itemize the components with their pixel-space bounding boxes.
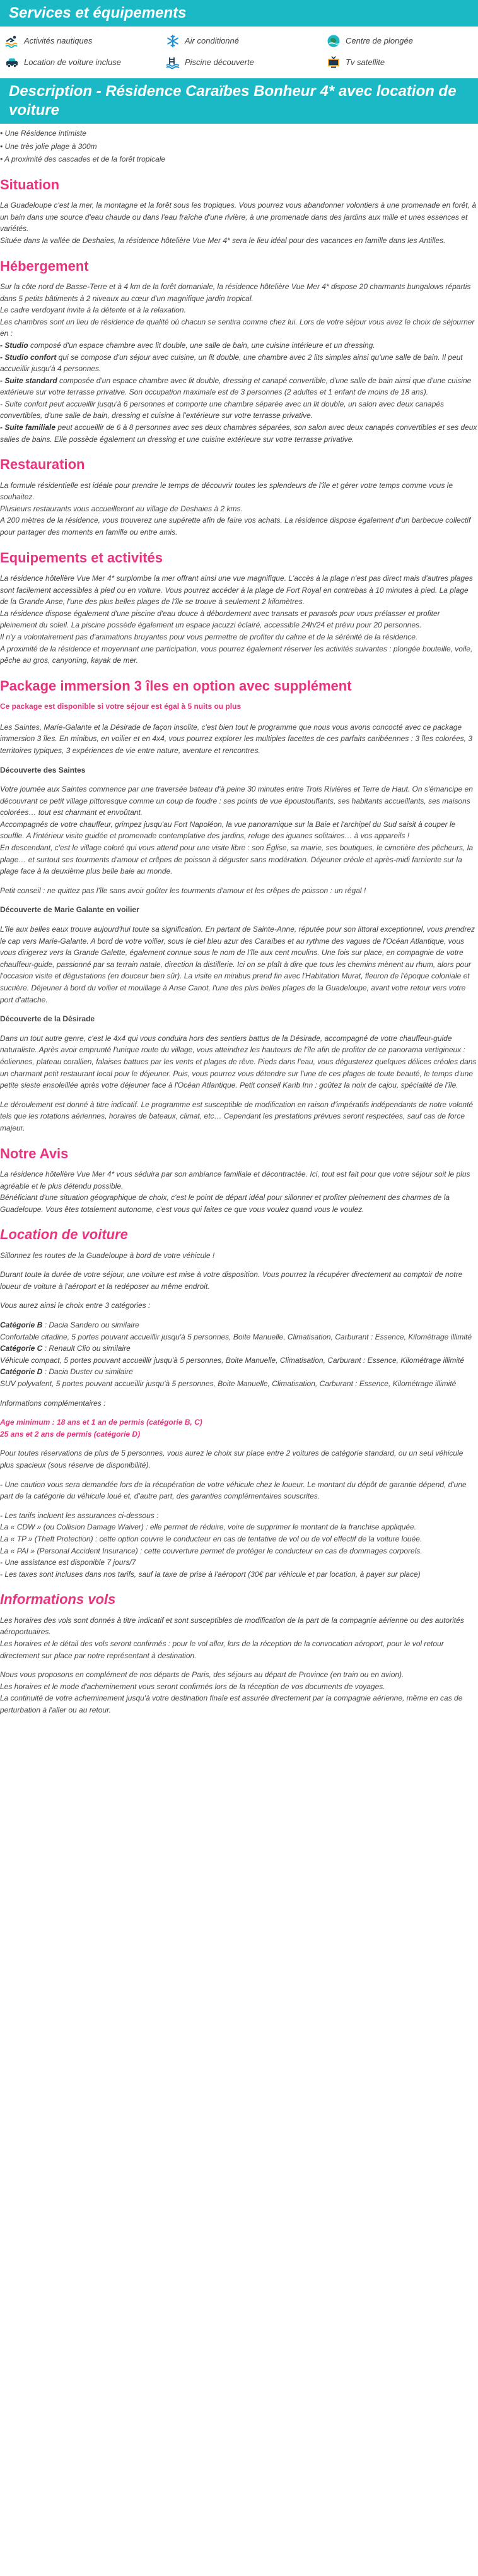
paragraph: Plusieurs restaurants vous accueilleront au village de Deshaies à 2 kms. <box>0 504 243 513</box>
room-description: qui se compose d'un séjour avec cuisine, un lit double, une chambre avec 2 lits simples ainsi qu'une salle de bain. Il peut accueillir jusqu'à 4 personnes. <box>0 352 463 374</box>
paragraph: La continuité de votre acheminement jusqu'à votre destination finale est assurée directement par la compagnie aérienne, même en cas de perturbation à l'aller ou au retour. <box>0 1694 463 1714</box>
voiture-intro: Sillonnez les routes de la Guadeloupe à bord de votre véhicule ! <box>0 1250 215 1260</box>
room-studio <box>0 340 478 352</box>
swimming-icon <box>5 34 19 48</box>
room-suite-standard <box>0 375 478 398</box>
paragraph: - Une assistance est disponible 7 jours/7 <box>0 1558 136 1567</box>
paragraph: La résidence hôtelière Vue Mer 4* surplombe la mer offrant ainsi une vue magnifique. L'accès à la plage n'est pas direct mais d'autres plages sont facilement accessibles à pied ou en voiture. Vous pourrez accéder à la plage de Fort Royal en contrebas à 10 minutes à pied. La plage de la Grande Anse, l'une des plus belles plages de l'île se trouve à seulement 2 kilomètres. <box>0 574 473 607</box>
paragraph: A 200 mètres de la résidence, vous trouverez une supérette afin de faire vos achats. La résidence dispose également d'un barbecue collectif pour partager des moments en famille ou entre amis. <box>0 516 471 537</box>
list-item: • A proximité des cascades et de la forêt tropicale <box>0 155 166 164</box>
category-c <box>0 1343 478 1355</box>
paragraph: En descendant, c'est le village coloré qui vous attend pour une visite libre : son Église, sa mairie, ses boutiques, le cimetière des pêcheurs, la plage… et surtout ses tourments d'amour et crêpes de poisson à déguster sans modération. Déjeuner créole et après-midi farniente sur la plage face à la deuxième plus belle baie au monde. <box>0 843 474 876</box>
service-car-rental <box>5 56 166 69</box>
marie-galante-title: Découverte de Marie Galante en voilier <box>0 905 139 915</box>
equipements-title: Equipements et activités <box>0 549 163 566</box>
description-title: Description - Résidence Caraïbes Bonheur 4* avec location de voiture <box>0 78 478 124</box>
highlights-list <box>0 128 478 165</box>
paragraph: Le cadre verdoyant invite à la détente et à la relaxation. <box>0 306 186 315</box>
service-outdoor-pool <box>166 56 327 69</box>
saintes-tip: Petit conseil : ne quittez pas l'île sans avoir goûter les tourments d'amour et les crêpes de poisson : un régal ! <box>0 886 366 895</box>
paragraph: La Guadeloupe c'est la mer, la montagne et la forêt sous les tropiques. Vous pourrez vous abandonner volontiers à une promenade en forêt, à un bain dans une source d'eau chaude ou dans l'eau fraîche d'une rivière, à une promenade dans des jardins aux mille et unes essences et variétés. <box>0 201 476 234</box>
desirade-text: Dans un tout autre genre, c'est le 4x4 qui vous conduira hors des sentiers battus de la Désirade, accompagné de votre chauffeur-guide naturaliste. Après avoir emprunté l'unique route du village, vous atteindrez les hauteurs de l'île afin de profiter de ce panorama vertigineux : éoliennes, plateau corallien, falaises battues par les vents et plages de rêve. Pieds dans l'eau, vous dégusterez quelques délices créoles dans un charmant petit restaurant local pour le déjeuner. Puis, vous pourrez vous détendre sur l'une de ces plages de toute beauté, le temps d'une petite sieste ensoleillée après votre déjeuner face à l'Océan Atlantique. Petit conseil Karib Inn : goûtez la noix de cajou, spécialité de l'île. <box>0 1033 477 1090</box>
category-model: : Renault Clio ou similaire <box>42 1344 131 1353</box>
saintes-text <box>0 783 478 877</box>
service-label: Activités nautiques <box>24 35 93 45</box>
list-item: • Une très jolie plage à 300m <box>0 141 97 151</box>
age-minimum: Age minimum : 18 ans et 1 an de permis (catégorie B, C) <box>0 1418 202 1427</box>
paragraph: La « TP » (Theft Protection) : cette option couvre le conducteur en cas de tentative de vol ou de vol effectif de la voiture louée. <box>0 1534 423 1543</box>
paragraph: La résidence hôtelière Vue Mer 4* vous séduira par son ambiance familiale et décontractée. Ici, tout est fait pour que votre séjour soit le plus agréable et le plus détendu possible. <box>0 1169 470 1190</box>
service-diving-center <box>327 34 478 48</box>
room-description: peut accueillir de 6 à 8 personnes avec ses deux chambres séparées, son salon avec deux canapés convertibles et ses deux salles de bains. Elle possède également un dressing et une cuisine extérieure sur votre terrasse privative. <box>0 423 477 444</box>
description-section <box>0 128 478 1716</box>
category-description: Confortable citadine, 5 portes pouvant accueillir jusqu'à 5 personnes, Boite Manuelle, Climatisation, Carburant : Essence, Kilométrage illimité <box>0 1332 472 1341</box>
paragraph: Nous vous proposons en complément de nos départs de Paris, des séjours au départ de Province (en train ou en avion). <box>0 1670 404 1680</box>
paragraph: La « CDW » (ou Collision Damage Waiver) : elle permet de réduire, voire de supprimer le montant de la franchise appliquée. <box>0 1522 417 1532</box>
diving-globe-icon <box>327 34 341 48</box>
package-disclaimer: Le déroulement est donné à titre indicatif. Le programme est susceptible de modification en raison d'impératifs indépendants de notre volonté tels que les rotations aériennes, horaires de bateaux, climat, etc… Cependant les prestations prévues seront respectées, sauf cas de force majeur. <box>0 1100 474 1132</box>
room-description: composé d'un espace chambre avec lit double, une salle de bain, une cuisine intérieure et un dressing. <box>28 340 375 350</box>
service-label: Piscine découverte <box>185 57 254 67</box>
room-label: - Suite standard <box>0 376 57 385</box>
tv-icon <box>327 56 341 69</box>
age-requirements <box>0 1416 478 1440</box>
voiture-title: Location de voiture <box>0 1226 128 1243</box>
paragraph: La résidence dispose également d'une piscine d'eau douce à débordement avec transats et parasols pour vous prélasser et profiter pleinement du soleil. La piscine possède également un espace jacuzzi éclairé, accessible 24h/24 et prévu pour 20 personnes. <box>0 608 440 630</box>
vols-text <box>0 1615 478 1661</box>
marie-galante-text: L'île aux belles eaux trouve aujourd'hui toute sa signification. En partant de Sainte-Anne, réputée pour son littoral exceptionnel, vous prendrez le cap vers Marie-Galante. A bord de votre voilier, sous le ciel bleu azur des Caraïbes et au rythme des vagues de l'Océan Atlantique, vous vous dirigerez vers la Grande Galette, également connue sous le nom de l'île aux cent moulins. Une fois sur place, en compagnie de votre chauffeur-guide, passionné par sa terrain natale, direction la distillerie. Ici on se plaît à dire que tous les chemins mènent au rhum, alors pour l'occasion visite et dégustations (en douceur bien sûr). La visite en minibus prend fin avec l'Habitation Murat, fleuron de l'époque coloniale et sucrière. Déjeuner à bord du voilier et mouillage à Anse Canot, l'une des plus belles plages de la Guadeloupe, avant votre retour vers votre port d'attache. <box>0 925 475 1004</box>
paragraph: Située dans la vallée de Deshaies, la résidence hôtelière Vue Mer 4* sera le lieu idéal pour des vacances en famille dans les Antilles. <box>0 235 446 245</box>
services-title: Services et équipements <box>0 0 478 27</box>
info-title: Informations complémentaires : <box>0 1398 106 1408</box>
avis-text <box>0 1168 478 1215</box>
paragraph: Les chambres sont un lieu de résidence de qualité où chacun se sentira comme chez lui. Lors de votre séjour vous avez le choix de séjourner en : <box>0 317 475 338</box>
paragraph: Votre journée aux Saintes commence par une traversée bateau d'à peine 30 minutes entre Trois Rivières et Terre de Haut. On s'émancipe en découvrant ce petit village pittoresque comme un coup de foudre : ses points de vue époustouflants, ses habitants accueillants, ses maisons colorées… tout est charmant et envoûtant. <box>0 785 473 817</box>
room-suite-familiale <box>0 422 478 445</box>
list-item: • Une Résidence intimiste <box>0 129 86 138</box>
voiture-categories-intro: Vous aurez ainsi le choix entre 3 catégories : <box>0 1301 151 1310</box>
paragraph: - Les taxes sont incluses dans nos tarifs, sauf la taxe de prise à l'aéroport (30€ par véhicule et par location, à payer sur place) <box>0 1569 421 1579</box>
service-water-activities <box>5 34 166 48</box>
situation-text <box>0 199 478 246</box>
category-label: Catégorie C <box>0 1344 43 1353</box>
situation-title: Situation <box>0 176 60 193</box>
room-description: composée d'un espace chambre avec lit double, dressing et canapé convertible, d'une salle de bain ainsi que d'une cuisine extérieure sur votre terrasse privative. Son occupation maximale est de 3 personnes (2 adultes et 1 enfant de moins de 18 ans). <box>0 376 472 397</box>
paragraph: Les horaires et le détail des vols seront confirmés : pour le vol aller, lors de la réception de la convocation aéroport, pour le vol retour directement sur place par notre représentant à destination. <box>0 1639 444 1660</box>
room-label: - Suite familiale <box>0 423 56 432</box>
paragraph: Bénéficiant d'une situation géographique de choix, c'est le point de départ idéal pour sillonner et profiter pleinement des charmes de la Guadeloupe. Vous êtes totalement autonome, c'est vous qui faites ce que vous voulez quand vous le voulez. <box>0 1193 450 1214</box>
service-label: Tv satellite <box>346 57 385 67</box>
category-label: Catégorie D <box>0 1367 43 1377</box>
service-label: Location de voiture incluse <box>24 57 121 67</box>
desirade-title: Découverte de la Désirade <box>0 1014 95 1024</box>
category-model: : Dacia Sandero ou similaire <box>42 1321 139 1330</box>
restauration-title: Restauration <box>0 456 85 473</box>
hebergement-title: Hébergement <box>0 258 89 274</box>
vols-title: Informations vols <box>0 1591 116 1608</box>
paragraph: Les horaires et le mode d'acheminement vous seront confirmés lors de la réception de vos documents de voyages. <box>0 1682 385 1691</box>
package-intro: Les Saintes, Marie-Galante et la Désirade de façon insolite, c'est bien tout le programme que nous vous avons concocté avec ce package immersion 3 îles. En minibus, en voilier et en 4x4, vous pourrez explorer les multiples facettes de ces parfaits caribéennes : 3 îles colorées, 3 territoires typiques, 3 expériences de vie entre nature, aventure et rencontres. <box>0 722 473 755</box>
vols-province <box>0 1669 478 1716</box>
insurance-info <box>0 1510 478 1581</box>
room-label: - Studio <box>0 340 28 350</box>
paragraph: Les horaires des vols sont donnés à titre indicatif et sont susceptibles de modification de la part de la compagnie aérienne ou des autorités aéroportuaires. <box>0 1615 464 1637</box>
package-title: Package immersion 3 îles en option avec supplément <box>0 677 352 694</box>
paragraph: Il n'y a volontairement pas d'animations bruyantes pour vous permettre de profiter du calme et de la sérénité de la résidence. <box>0 632 418 641</box>
room-studio-confort <box>0 352 478 375</box>
restauration-text <box>0 480 478 538</box>
hebergement-text <box>0 281 478 445</box>
package-subtitle: Ce package est disponible si votre séjour est égal à 5 nuits ou plus <box>0 702 242 711</box>
paragraph: - Les tarifs incluent les assurances ci-dessous : <box>0 1511 159 1520</box>
service-satellite-tv <box>327 56 478 69</box>
pool-icon <box>166 56 180 69</box>
voiture-pickup: Durant toute la durée de votre séjour, une voiture est mise à votre disposition. Vous pourrez la récupérer directement au comptoir de notre loueur de voiture à l'aéroport et la redéposer au même endroit. <box>0 1270 463 1291</box>
paragraph: A proximité de la résidence et moyennant une participation, vous pourrez également réserver les activités suivantes : plongée bouteille, voile, pêche au gros, canyoning, kayak de mer. <box>0 644 473 665</box>
service-label: Centre de plongée <box>346 35 413 45</box>
saintes-title: Découverte des Saintes <box>0 765 86 775</box>
service-label: Air conditionné <box>185 35 239 45</box>
deposit-info: - Une caution vous sera demandée lors de la récupération de votre véhicule chez le loueur. Le montant du dépôt de garantie dépend, d'une part de la catégorie du véhicule loué et, d'autre part, des garanties complémentaires souscrites. <box>0 1480 467 1501</box>
category-d <box>0 1366 478 1378</box>
services-grid <box>5 27 478 78</box>
room-suite-confort: - Suite confort peut accueillir jusqu'à 6 personnes et comporte une chambre séparée avec un lit double, un salon avec deux canapés convertibles, d'une salle de bain, dressing et cuisine à l'extérieure sur votre terrasse privative. <box>0 399 445 420</box>
category-description: SUV polyvalent, 5 portes pouvant accueillir jusqu'à 5 personnes, Boite Manuelle, Climatisation, Carburant : Essence, Kilométrage illimité <box>0 1379 457 1389</box>
service-air-conditioning <box>166 34 327 48</box>
avis-title: Notre Avis <box>0 1145 69 1161</box>
paragraph: Accompagnés de votre chauffeur, grimpez jusqu'au Fort Napoléon, la vue panoramique sur la Baie et l'archipel du Sud saisit à couper le souffle. A l'intérieur visite guidée et promenade contemplative des jardins, refuge des iguanes solitaires… à vos appareils ! <box>0 819 456 841</box>
category-b <box>0 1319 478 1331</box>
category-label: Catégorie B <box>0 1321 43 1330</box>
paragraph: Sur la côte nord de Basse-Terre et à 4 km de la forêt domaniale, la résidence hôtelière Vue Mer 4* dispose 20 charmants bungalows répartis dans 5 petits bâtiments à 2 niveaux au cœur d'un magnifique jardin tropical. <box>0 282 471 303</box>
equipements-text <box>0 573 478 667</box>
paragraph: La formule résidentielle est idéale pour prendre le temps de découvrir toutes les splendeurs de l'île et gérer votre temps comme vous le souhaitez. <box>0 480 453 502</box>
category-model: : Dacia Duster ou similaire <box>42 1367 133 1377</box>
paragraph: La « PAI » (Personal Accident Insurance) : cette couverture permet de protéger le conducteur en cas de dommages corporels. <box>0 1546 423 1555</box>
group-booking: Pour toutes réservations de plus de 5 personnes, vous aurez le choix sur place entre 2 voitures de catégorie standard, ou un seul véhicule plus spacieux (sous réserve de disponibilité). <box>0 1449 463 1470</box>
category-description: Véhicule compact, 5 portes pouvant accueillir jusqu'à 5 personnes, Boite Manuelle, Climatisation, Carburant : Essence, Kilométrage illimité <box>0 1355 464 1365</box>
car-icon <box>5 56 19 69</box>
room-label: - Studio confort <box>0 352 57 362</box>
car-categories <box>0 1319 478 1390</box>
age-minimum-d: 25 ans et 2 ans de permis (catégorie D) <box>0 1429 141 1439</box>
snowflake-icon <box>166 34 180 48</box>
